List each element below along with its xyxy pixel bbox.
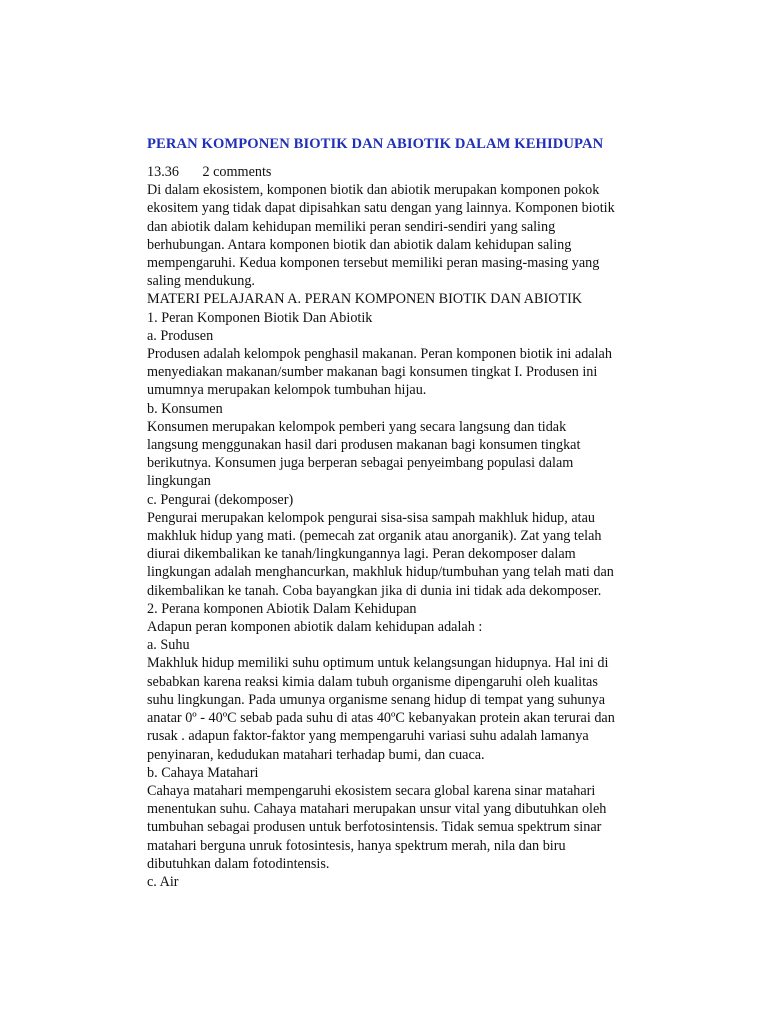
body-line: langsung menggunakan hasil dari produsen makanan bagi konsumen tingkat [147, 437, 581, 454]
document-page [147, 136, 647, 891]
body-line: ekositem yang tidak dapat dipisahkan satu dengan yang lainnya. Komponen biotik [147, 200, 615, 217]
body-line: menyediakan makanan/sumber makanan bagi konsumen tingkat I. Produsen ini [147, 364, 598, 381]
body-line: berhubungan. Antara komponen biotik dan abiotik dalam kehidupan saling [147, 236, 572, 253]
post-time: 13.36 [147, 164, 179, 180]
body-line: berikutnya. Konsumen juga berperan sebagai penyeimbang populasi dalam [147, 455, 574, 472]
document-title: PERAN KOMPONEN BIOTIK DAN ABIOTIK DALAM KEHIDUPAN [147, 136, 604, 152]
body-line: Produsen adalah kelompok penghasil makanan. Peran komponen biotik ini adalah [147, 346, 612, 363]
body-line: Makhluk hidup memiliki suhu optimum untuk kelangsungan hidupnya. Hal ini di [147, 655, 609, 672]
body-line: dan abiotik dalam kehidupan memiliki peran sendiri-sendiri yang saling [147, 218, 556, 235]
body-line: b. Cahaya Matahari [147, 764, 259, 781]
body-line: tumbuhan sebagai produsen untuk berfotosintensis. Tidak semua spektrum sinar [147, 819, 602, 836]
body-line: dibutuhkan dalam fotodintensis. [147, 855, 330, 872]
body-line: saling mendukung. [147, 273, 255, 290]
body-line: a. Produsen [147, 327, 214, 344]
document-body [147, 181, 647, 891]
comments-link[interactable]: 2 comments [202, 164, 272, 180]
body-line: menentukan suhu. Cahaya matahari merupakan unsur vital yang dibutuhkan oleh [147, 801, 607, 818]
body-line: c. Pengurai (dekomposer) [147, 491, 294, 508]
body-line: dikembalikan ke tanah. Coba bayangkan jika di dunia ini tidak ada dekomposer. [147, 582, 602, 599]
body-line: c. Air [147, 873, 179, 890]
body-line: rusak . adapun faktor-faktor yang mempengaruhi variasi suhu adalah lamanya [147, 728, 589, 745]
body-line: suhu lingkungan. Pada umunya organisme senang hidup di tempat yang suhunya [147, 691, 606, 708]
body-line: Cahaya matahari mempengaruhi ekosistem secara global karena sinar matahari [147, 782, 596, 799]
body-line: diurai dikembalikan ke tanah/lingkungannya lagi. Peran dekomposer dalam [147, 546, 576, 563]
body-line: makhluk hidup yang mati. (pemecah zat organik atau anorganik). Zat yang telah [147, 528, 602, 545]
body-line: Pengurai merupakan kelompok pengurai sisa-sisa sampah makhluk hidup, atau [147, 509, 595, 526]
body-line: b. Konsumen [147, 400, 223, 417]
body-line: penyinaran, kedudukan matahari terhadap bumi, dan cuaca. [147, 746, 485, 763]
post-meta [147, 163, 647, 181]
body-line: MATERI PELAJARAN A. PERAN KOMPONEN BIOTIK DAN ABIOTIK [147, 291, 583, 308]
body-line: Konsumen merupakan kelompok pemberi yang secara langsung dan tidak [147, 418, 567, 435]
body-line: Di dalam ekosistem, komponen biotik dan abiotik merupakan komponen pokok [147, 182, 600, 199]
body-line: anatar 0º - 40ºC sebab pada suhu di atas 40ºC kebanyakan protein akan terurai dan [147, 710, 615, 727]
body-line: 2. Perana komponen Abiotik Dalam Kehidupan [147, 600, 417, 617]
body-line: umumnya merupakan kelompok tumbuhan hijau. [147, 382, 427, 399]
body-line: sebabkan karena reaksi kimia dalam tubuh organisme dipengaruhi oleh kualitas [147, 673, 598, 690]
body-line: lingkungan adalah menghancurkan, makhluk hidup/tumbuhan yang telah mati dan [147, 564, 614, 581]
body-line: lingkungan [147, 473, 211, 490]
body-line: Adapun peran komponen abiotik dalam kehidupan adalah : [147, 619, 483, 636]
body-line: 1. Peran Komponen Biotik Dan Abiotik [147, 309, 373, 326]
body-line: matahari berguna unruk fotosintesis, hanya spektrum merah, nila dan biru [147, 837, 566, 854]
body-line: a. Suhu [147, 637, 190, 654]
body-line: mempengaruhi. Kedua komponen tersebut memiliki peran masing-masing yang [147, 255, 600, 272]
